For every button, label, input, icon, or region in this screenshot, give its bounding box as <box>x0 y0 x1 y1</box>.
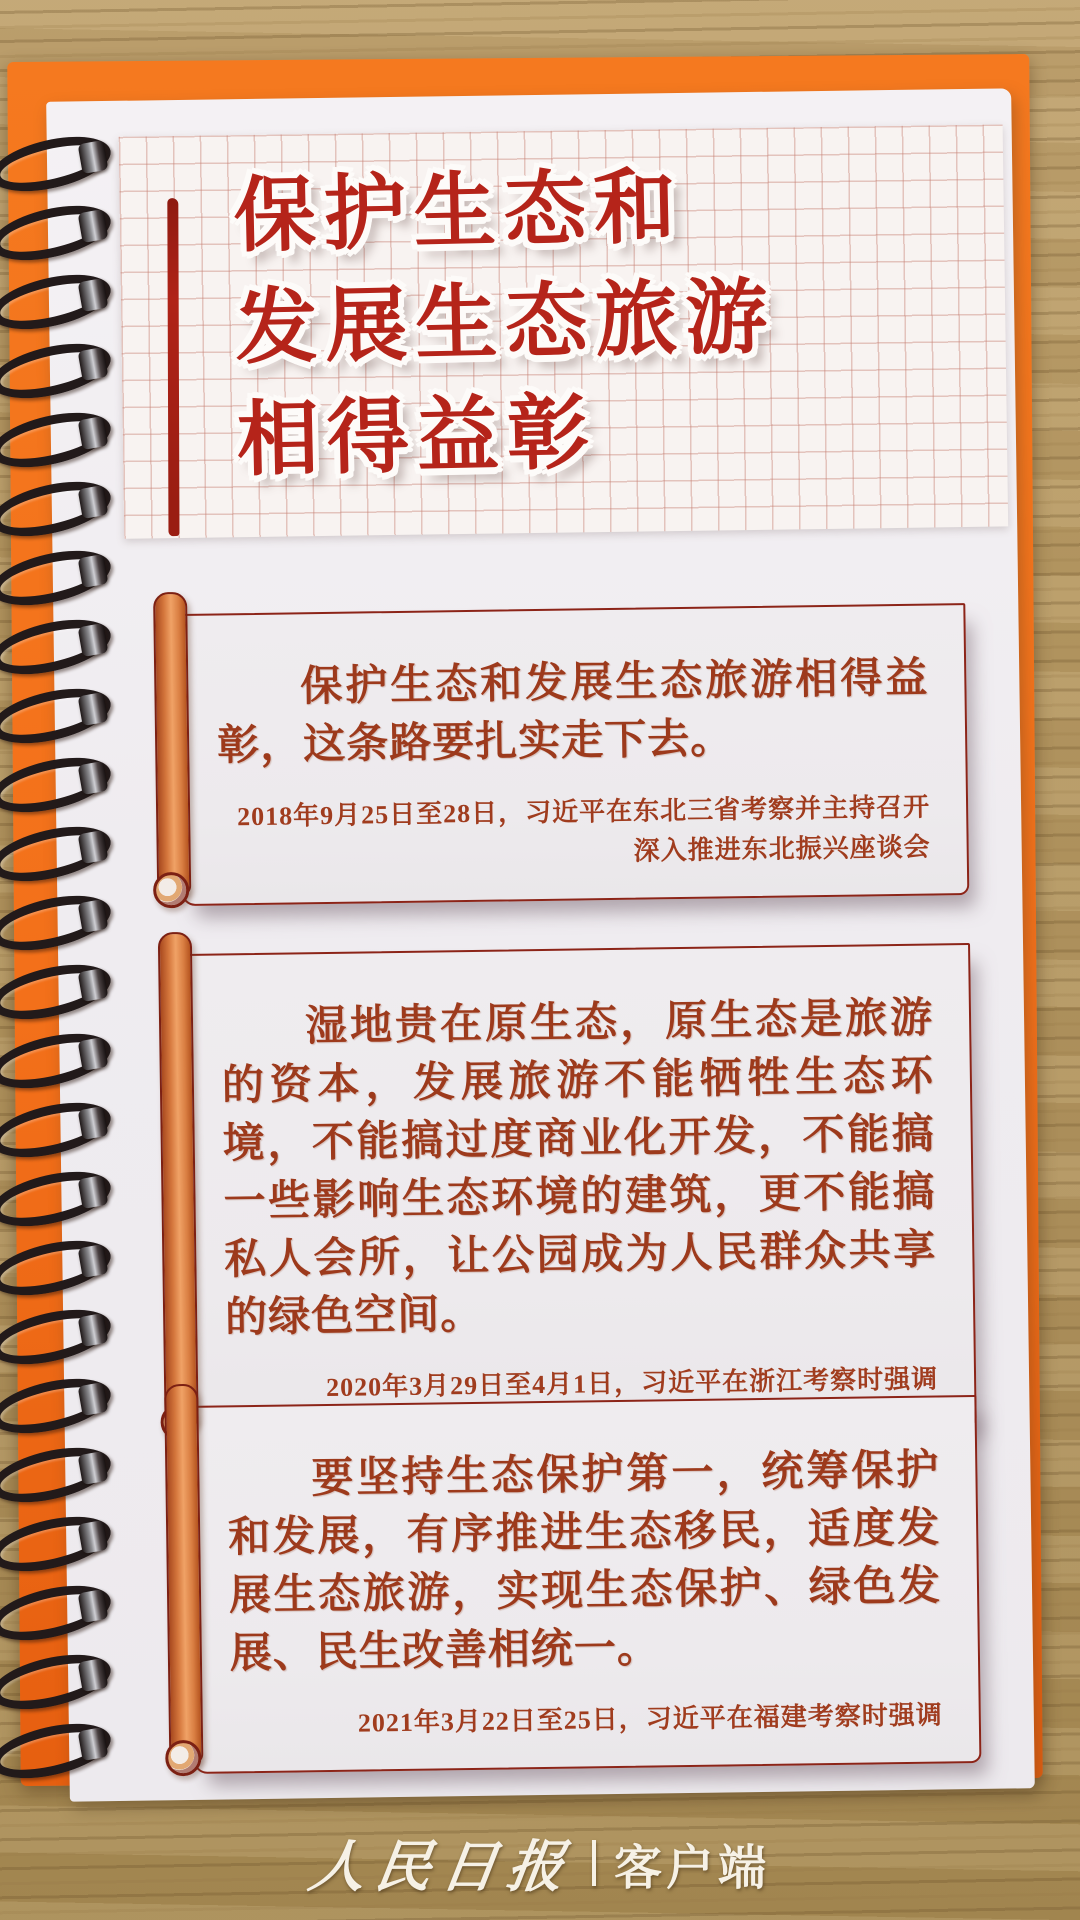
footer-brand <box>0 1828 1080 1898</box>
quote-text: 保护生态和发展生态旅游相得益彰，这条路要扎实走下去。 <box>216 655 929 770</box>
title-line-3: 相得益彰 <box>235 387 598 487</box>
logo-divider <box>592 1840 596 1886</box>
notebook-page <box>46 88 1035 1801</box>
scroll-rod-icon <box>153 592 191 896</box>
quote-attribution <box>218 788 931 878</box>
attribution-line: 2020年3月29日至4月1日，习近平在浙江考察时强调 <box>325 1364 939 1403</box>
quote-attribution <box>231 1695 943 1745</box>
scroll-rod-icon <box>158 932 199 1428</box>
title-line-1: 保护生态和 <box>232 161 685 263</box>
title-line-2: 发展生态旅游 <box>234 271 777 375</box>
scroll-rod-icon <box>164 1384 203 1764</box>
attribution-line: 深入推进东北振兴座谈会 <box>633 832 931 866</box>
client-label: 客户端 <box>613 1841 770 1895</box>
quote-card-body <box>177 603 969 906</box>
quote-card-2021 <box>164 1373 981 1774</box>
red-brush-stroke <box>167 198 179 536</box>
quote-card-body <box>182 943 977 1438</box>
peoples-daily-logo: 人民日报 <box>304 1837 578 1899</box>
quote-card-body <box>188 1395 981 1774</box>
attribution-line: 2021年3月22日至25日，习近平在福建考察时强调 <box>357 1700 943 1738</box>
quote-text: 湿地贵在原生态，原生态是旅游的资本，发展旅游不能牺牲生态环境，不能搞过度商业化开发，不能搞一些影响生态环境的建筑，更不能搞私人会所，让公园成为人民群众共享的绿色空间。 <box>221 995 937 1342</box>
quote-card-2018 <box>153 581 969 906</box>
attribution-line: 2018年9月25日至28日，习近平在东北三省考察并主持召开 <box>236 792 931 832</box>
poster-title <box>233 152 778 496</box>
quote-card-2020 <box>158 921 977 1438</box>
grid-paper-panel <box>119 124 1009 538</box>
quote-text: 要坚持生态保护第一，统筹保护和发展，有序推进生态移民，适度发展生态旅游，实现生态保护、绿色发展、民生改善相统一。 <box>227 1447 942 1678</box>
